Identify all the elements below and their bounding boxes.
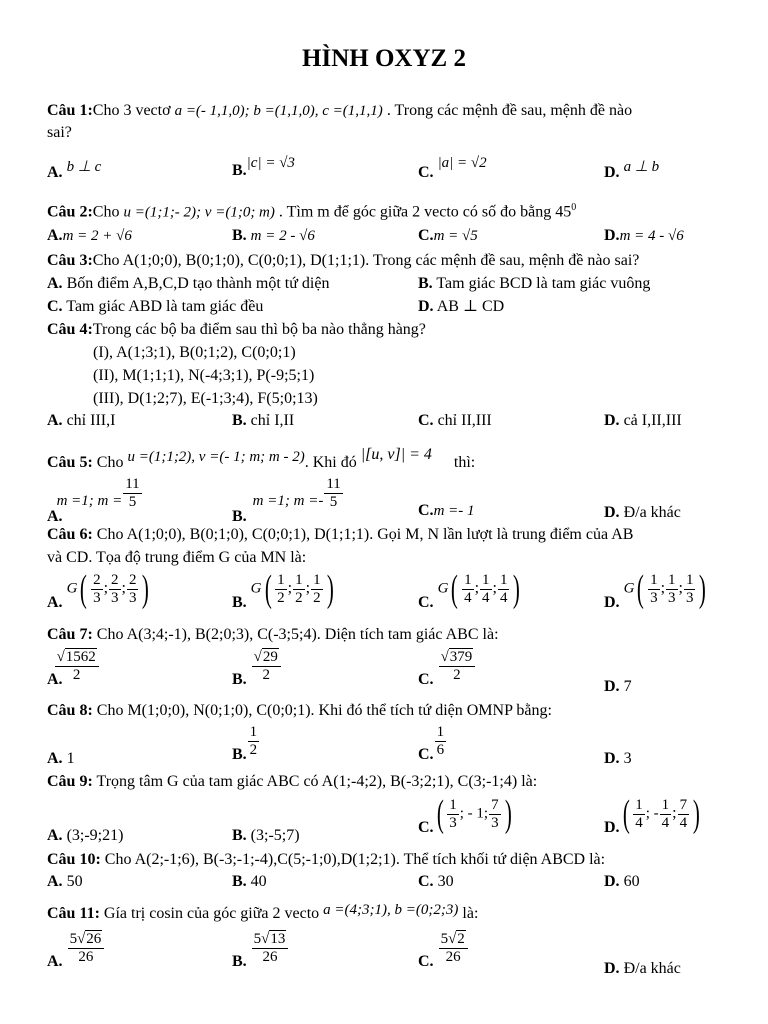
- q8-option-a: A. 1: [47, 750, 75, 767]
- q4-option-d: D. cả I,II,III: [604, 412, 682, 429]
- q1-option-c: C. |a| = √2: [418, 155, 487, 181]
- q2-option-a: A.m = 2 + √6: [47, 227, 132, 244]
- q1-option-a: A. b ⊥ c: [47, 159, 102, 181]
- q4-option-b: B. chỉ I,II: [232, 412, 295, 429]
- q2-vectors: u =(1;1;- 2); v =(1;0; m): [123, 204, 275, 221]
- q9-option-a: A. (3;-9;21): [47, 827, 124, 844]
- q6-option-a: A. G( $\frac{2}{3}$ ; $\frac{2}{3}$ ; $\frac{2}{3}$ ): [47, 568, 150, 611]
- q11-option-b: B. $\frac{5√13}{26}$: [232, 930, 289, 966]
- q2-option-c: C.m = √5: [418, 227, 478, 244]
- q11-option-c: C. $\frac{5√2}{26}$: [418, 930, 469, 966]
- q4-option-c: C. chỉ II,III: [418, 412, 492, 429]
- q8-option-b: B. $\frac{1}{2}$: [232, 724, 258, 764]
- question-2: Câu 2:Cho u =(1;1;- 2); v =(1;0; m) . Tìm m để góc giữa 2 vecto có số đo bằng $45^0$: [47, 202, 577, 221]
- question-6: Câu 6: Cho A(1;0;0), B(0;1;0), C(0;0;1), D(1;1;1). Gọi M, N lần lượt là trung điểm của AB: [47, 526, 634, 543]
- q2-option-d: D.m = 4 - √6: [604, 227, 684, 244]
- q7-option-b: B. $\frac{√29}{2}$: [232, 648, 282, 684]
- q1-option-d: D. a ⊥ b: [604, 159, 660, 181]
- question-5: Câu 5: Cho u =(1;1;2), v =(- 1; m; m - 2). Khi đó |[u, v]| = 4 thì:: [47, 446, 476, 471]
- question-4: Câu 4:Trong các bộ ba điểm sau thì bộ ba nào thẳng hàng?: [47, 321, 426, 338]
- q1-vectors: a =(- 1,1,0); b =(1,1,0), c =(1,1,1): [174, 103, 383, 119]
- q7-option-a: A. $\frac{√1562}{2}$: [47, 648, 100, 684]
- q6-option-c: C. G( $\frac{1}{4}$ ; $\frac{1}{4}$ ; $\frac{1}{4}$ ): [418, 568, 521, 611]
- q11-option-a: A. $\frac{5√26}{26}$: [47, 930, 105, 966]
- q4-item-3: (III), D(1;2;7), E(-1;3;4), F(5;0;13): [93, 390, 318, 407]
- question-7: Câu 7: Cho A(3;4;-1), B(2;0;3), C(-3;5;4). Diện tích tam giác ABC là:: [47, 626, 499, 643]
- q1-label: Câu 1:: [47, 102, 93, 119]
- q8-option-c: C. $\frac{1}{6}$: [418, 724, 445, 764]
- q1-text-b: . Trong các mệnh đề sau, mệnh đề nào: [386, 102, 633, 119]
- question-9: Câu 9: Trọng tâm G của tam giác ABC có A(1;-4;2), B(-3;2;1), C(3;-1;4) là:: [47, 773, 538, 790]
- q3-option-b: B. Tam giác BCD là tam giác vuông: [418, 275, 651, 292]
- q2-option-b: B. m = 2 - √6: [232, 227, 315, 244]
- q3-option-c: C. Tam giác ABD là tam giác đều: [47, 298, 264, 315]
- q11-option-d: D. Đ/a khác: [604, 960, 681, 977]
- q6-text-2: và CD. Tọa độ trung điểm G của MN là:: [47, 549, 307, 566]
- q3-option-d: D. AB ⊥ CD: [418, 298, 505, 315]
- q10-option-b: B. 40: [232, 873, 267, 890]
- q8-option-d: D. 3: [604, 750, 632, 767]
- q4-item-2: (II), M(1;1;1), N(-4;3;1), P(-9;5;1): [93, 367, 315, 384]
- q6-option-b: B. G( $\frac{1}{2}$ ; $\frac{1}{2}$ ; $\frac{1}{2}$ ): [232, 568, 334, 611]
- q9-option-d: D.( $\frac{1}{4}$ ; - $\frac{1}{4}$ ; $\frac{7}{4}$ ): [604, 793, 700, 836]
- q5-option-a: A. m =1; m = $\frac{11}{5}$: [47, 476, 140, 526]
- q5-option-c: C.m =- 1: [418, 502, 475, 519]
- question-8: Câu 8: Cho M(1;0;0), N(0;1;0), C(0;0;1). Khi đó thể tích tứ diện OMNP bằng:: [47, 702, 552, 719]
- question-10: Câu 10: Cho A(2;-1;6), B(-3;-1;-4),C(5;-1;0),D(1;2;1). Thể tích khối tứ diện ABCD là:: [47, 851, 606, 868]
- q9-option-b: B. (3;-5;7): [232, 827, 300, 844]
- question-1: [47, 100, 632, 122]
- q10-option-a: A. 50: [47, 873, 83, 890]
- q9-option-c: C.( $\frac{1}{3}$ ; - 1; $\frac{7}{3}$ ): [418, 793, 512, 836]
- q6-option-d: D. G( $\frac{1}{3}$ ; $\frac{1}{3}$ ; $\frac{1}{3}$ ): [604, 568, 707, 611]
- q10-option-d: D. 60: [604, 873, 640, 890]
- q5-option-d: D. Đ/a khác: [604, 504, 681, 521]
- q1-option-b: B.|c| = √3: [232, 155, 295, 179]
- question-11: Câu 11: Gía trị cosin của góc giữa 2 vecto a =(4;3;1), b =(0;2;3) là:: [47, 902, 479, 922]
- q7-option-d: D. 7: [604, 678, 632, 695]
- q7-option-c: C. $\frac{√379}{2}$: [418, 648, 476, 684]
- q4-option-a: A. chỉ III,I: [47, 412, 116, 429]
- q10-option-c: C. 30: [418, 873, 454, 890]
- q4-item-1: (I), A(1;3;1), B(0;1;2), C(0;0;1): [93, 344, 296, 361]
- page-title: HÌNH OXYZ 2: [302, 45, 466, 72]
- q5-option-b: B. m =1; m =- $\frac{11}{5}$: [232, 476, 341, 526]
- q1-text: Cho 3 vectơ: [92, 102, 171, 119]
- q3-option-a: A. Bốn điểm A,B,C,D tạo thành một tứ diện: [47, 275, 330, 292]
- question-3: Câu 3:Cho A(1;0;0), B(0;1;0), C(0;0;1), D(1;1;1). Trong các mệnh đề sau, mệnh đề nào sai?: [47, 252, 640, 269]
- q1-text-c: sai?: [47, 124, 72, 141]
